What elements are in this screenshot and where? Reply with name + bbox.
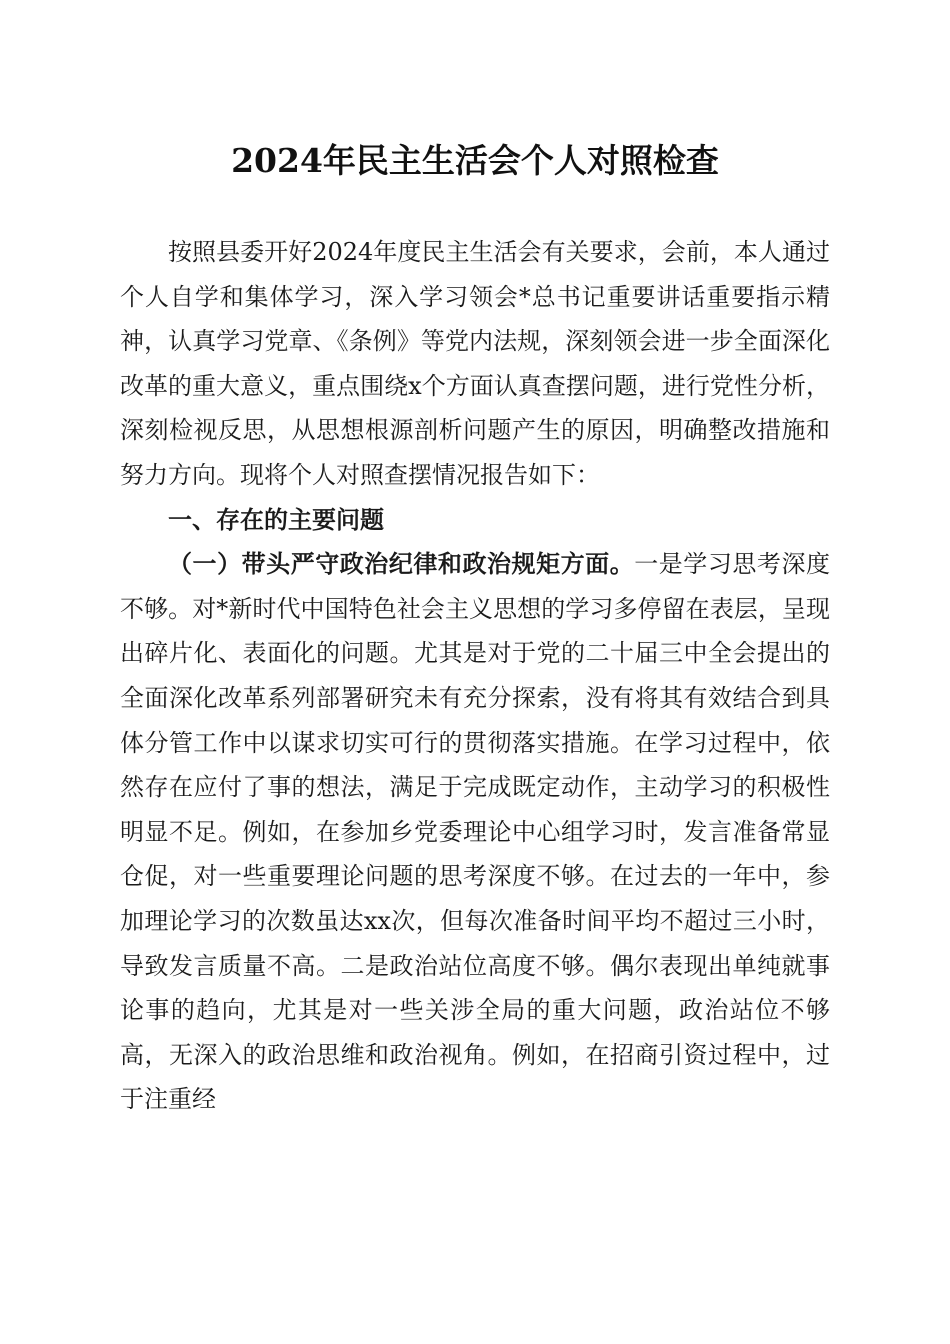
subsection-text: 一是学习思考深度不够。对*新时代中国特色社会主义思想的学习多停留在表层，呈现出碎片化、表面化的问题。尤其是对于党的二十届三中全会提出的全面深化改革系列部署研究未有充分探索，没有将其有效结合到具体分管工作中以谋求切实可行的贯彻落实措施。在学习过程中，依然存在应付了事的想法，满足于完成既定动作，主动学习的积极性明显不足。例如，在参加乡党委理论中心组学习时，发言准备常显仓促，对一些重要理论问题的思考深度不够。在过去的一年中，参加理论学习的次数虽达xx次，但每次准备时间平均不超过三小时，导致发言质量不高。二是政治站位高度不够。偶尔表现出单纯就事论事的趋向，尤其是对一些关涉全局的重大问题，政治站位不够高，无深入的政治思维和政治视角。例如，在招商引资过程中，过于注重经 <box>120 550 831 1114</box>
section-heading: 一、存在的主要问题 <box>168 505 384 534</box>
document-title: 2024年民主生活会个人对照检查 <box>231 141 719 180</box>
document-body <box>120 230 830 1122</box>
subsection-paragraph <box>120 542 830 1122</box>
intro-paragraph: 按照县委开好2024年度民主生活会有关要求，会前，本人通过个人自学和集体学习，深入学习领会*总书记重要讲话重要指示精神，认真学习党章、《条例》等党内法规，深刻领会进一步全面深化改革的重大意义，重点围绕x个方面认真查摆问题，进行党性分析，深刻检视反思，从思想根源剖析问题产生的原因，明确整改措施和努力方向。现将个人对照查摆情况报告如下： <box>120 238 830 489</box>
subsection-heading: （一）带头严守政治纪律和政治规矩方面。 <box>168 550 635 579</box>
